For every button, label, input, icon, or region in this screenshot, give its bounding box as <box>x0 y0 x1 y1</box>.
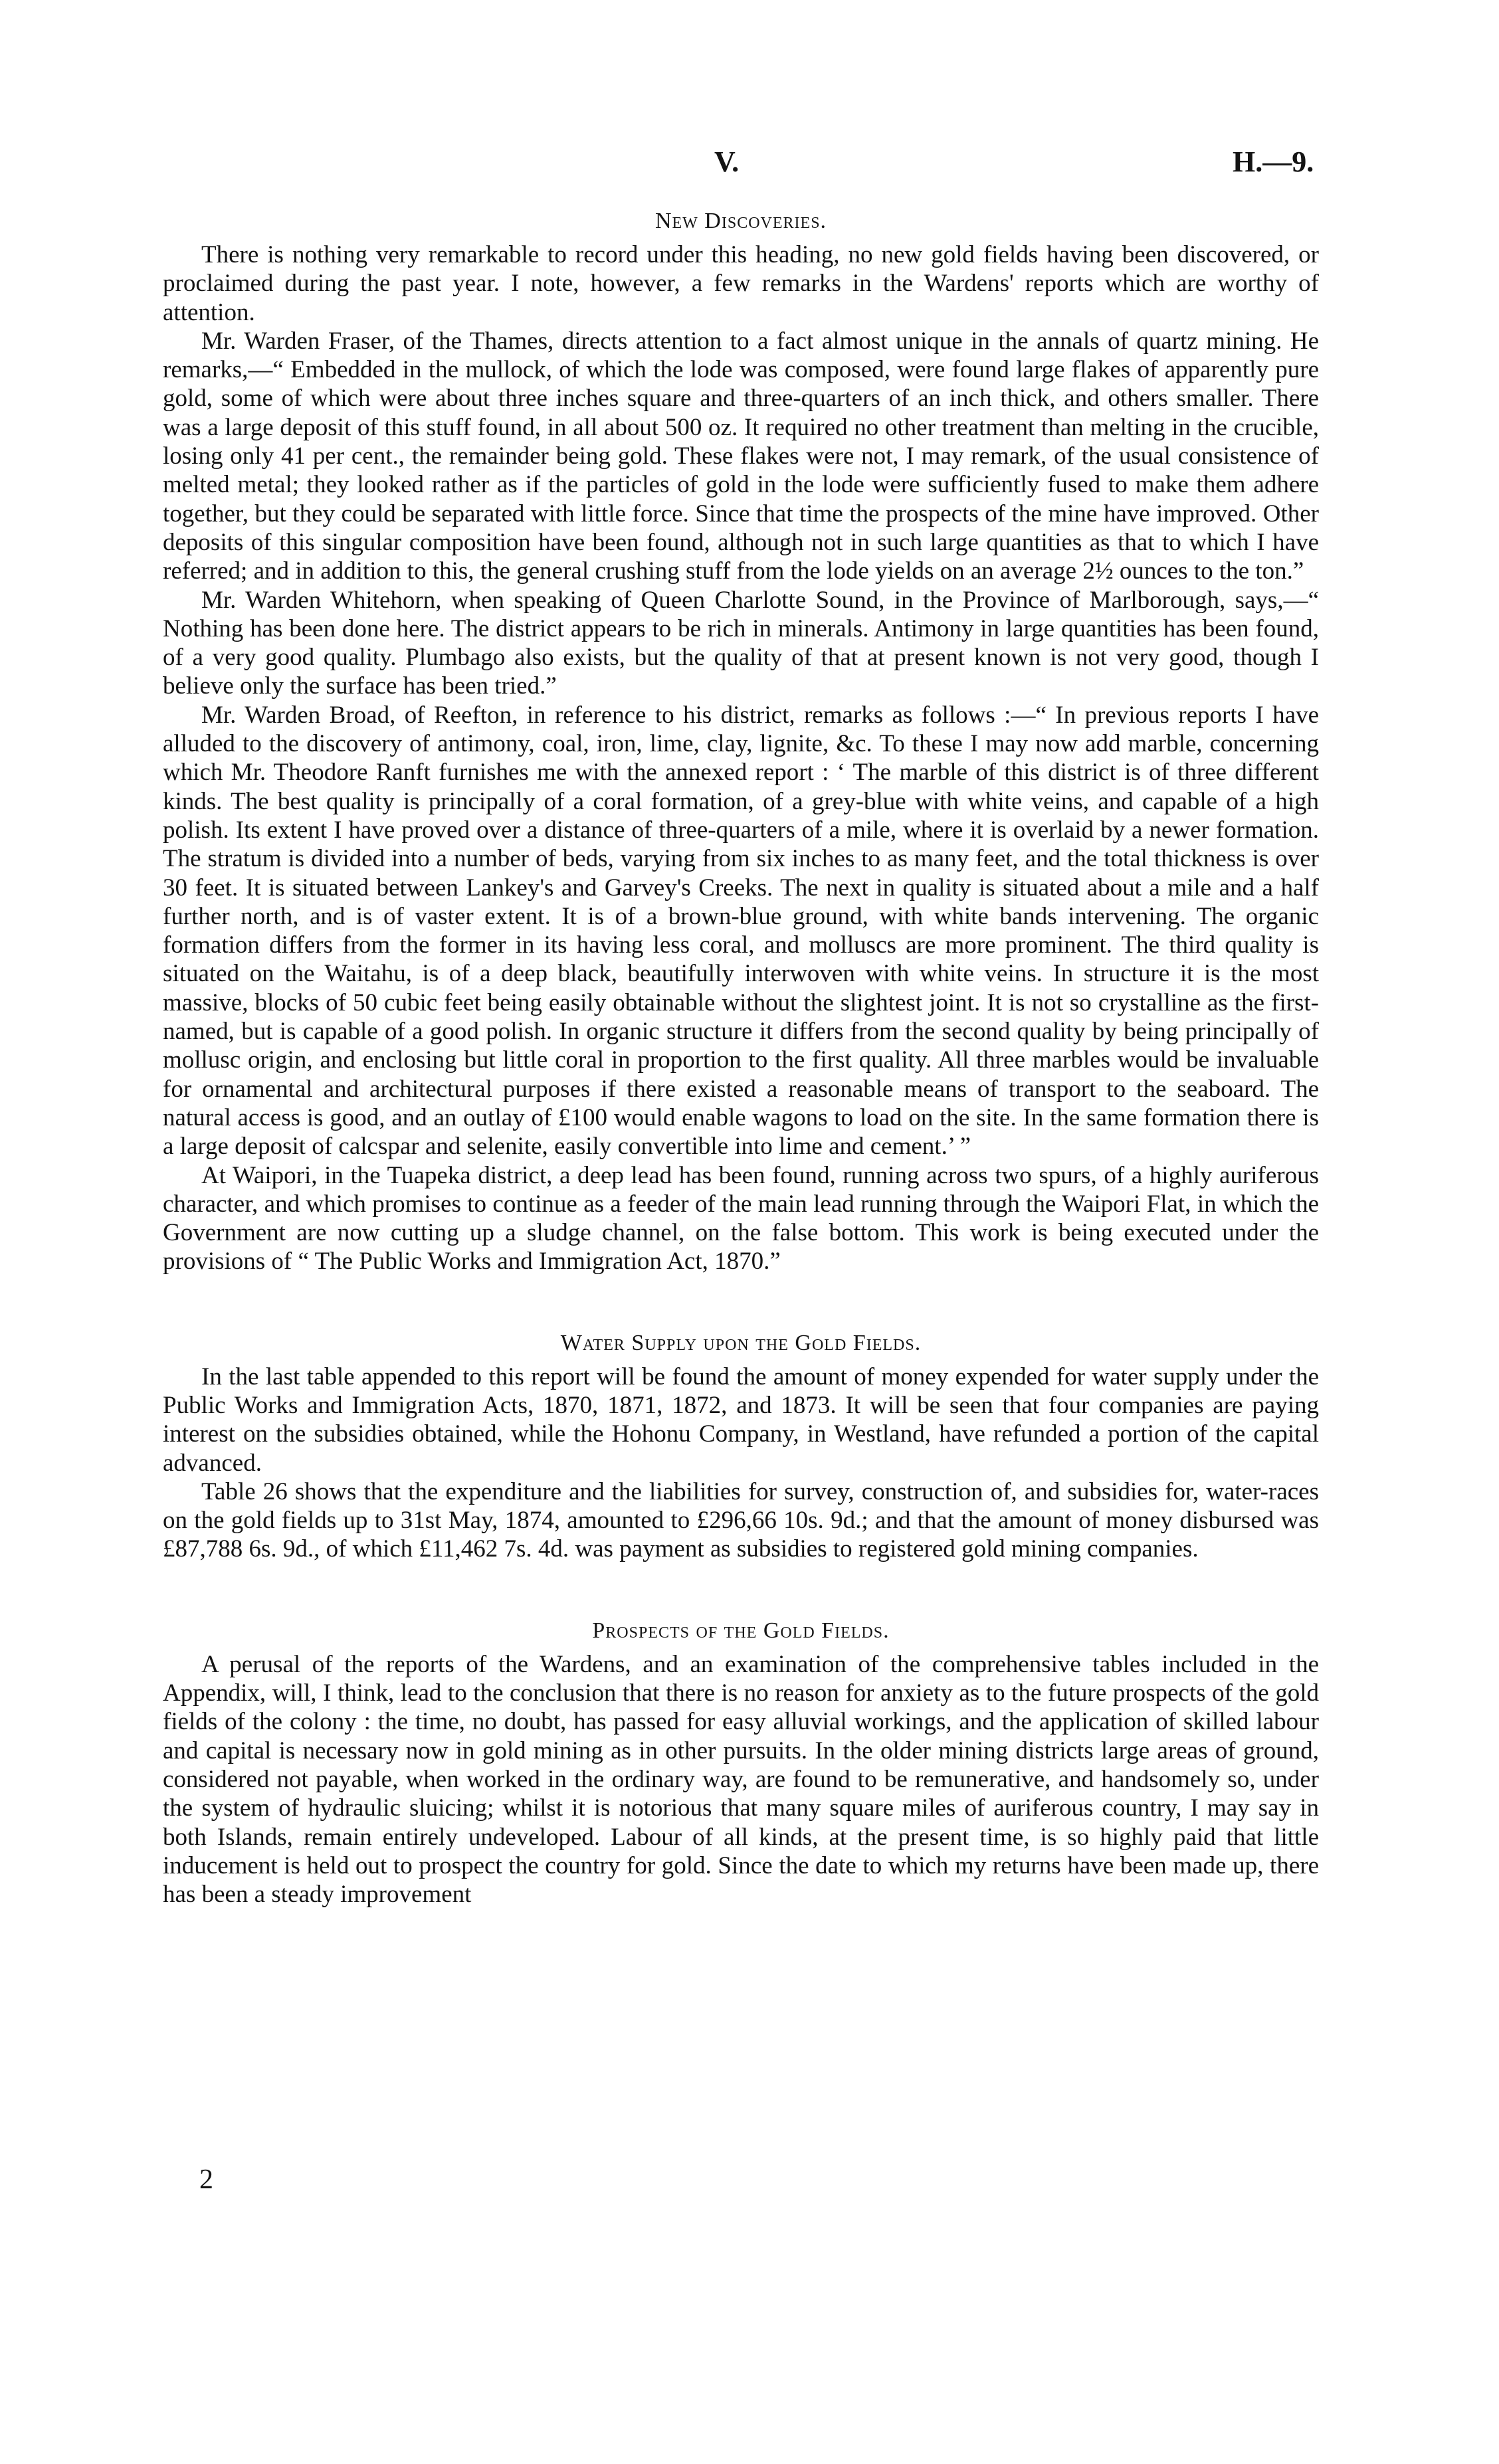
section-title: Water Supply upon the Gold Fields. <box>560 1330 922 1355</box>
paragraph: At Waipori, in the Tuapeka district, a deep lead has been found, running across two spurs, of a highly auriferous character, and which promises to continue as a feeder of the main lead running through the Waipori Flat, in which the Government are now cutting up a sludge channel, on the false bottom. This work is being executed under the provisions of “ The Public Works and Immigration Act, 1870.” <box>163 1161 1319 1276</box>
section-new-discoveries <box>163 206 1319 1276</box>
paragraph: A perusal of the reports of the Wardens, and an examination of the comprehensive tables included in the Appendix, will, I think, lead to the conclusion that there is no reason for anxiety as to the future prospects of the gold fields of the colony : the time, no doubt, has passed for easy alluvial workings, and the application of skilled labour and capital is necessary now in gold mining as in other pursuits. In the older mining districts large areas of ground, considered not payable, when worked in the ordinary way, are found to be remunerative, and handsomely so, under the system of hydraulic sluicing; whilst it is notorious that many square miles of auriferous country, I may say in both Islands, remain entirely undeveloped. Labour of all kinds, at the present time, is so highly paid that little inducement is held out to prospect the country for gold. Since the date to which my returns have been made up, there has been a steady improvement <box>163 1650 1319 1909</box>
section-title: New Discoveries. <box>654 209 827 233</box>
paragraph: Mr. Warden Whitehorn, when speaking of Queen Charlotte Sound, in the Province of Marlborough, says,—“ Nothing has been done here. The district appears to be rich in minerals. Antimony in large quantities has been found, of a very good quality. Plumbago also exists, but the quality of that at present known is not very good, though I believe only the surface has been tried.” <box>163 586 1319 700</box>
section-title: Prospects of the Gold Fields. <box>592 1618 890 1643</box>
paragraph: Table 26 shows that the expenditure and the liabilities for survey, construction of, and subsidies for, water-races on the gold fields up to 31st May, 1874, amounted to £296,66 10s. 9d.; and that the amount of money disbursed was £87,788 6s. 9d., of which £11,462 7s. 4d. was payment as subsidies to registered gold mining companies. <box>163 1477 1319 1563</box>
document-reference: H.—9. <box>1233 145 1314 178</box>
section-prospects <box>163 1616 1319 1909</box>
page-roman-numeral: V. <box>714 145 740 178</box>
paragraph: There is nothing very remarkable to record under this heading, no new gold fields having been discovered, or proclaimed during the past year. I note, however, a few remarks in the Wardens' reports which are worthy of attention. <box>163 241 1319 326</box>
page-number: 2 <box>199 2164 213 2195</box>
section-water-supply <box>163 1328 1319 1564</box>
paragraph: In the last table appended to this report will be found the amount of money expended for water supply under the Public Works and Immigration Acts, 1870, 1871, 1872, and 1873. It will be seen that four companies are paying interest on the subsidies obtained, while the Hohonu Company, in Westland, have refunded a portion of the capital advanced. <box>163 1363 1319 1477</box>
paragraph: Mr. Warden Broad, of Reefton, in reference to his district, remarks as follows :—“ In previous reports I have alluded to the discovery of antimony, coal, iron, lime, clay, lignite, &c. To these I may now add marble, concerning which Mr. Theodore Ranft furnishes me with the annexed report : ‘ The marble of this district is of three different kinds. The best quality is principally of a coral formation, of a grey-blue with white veins, and capable of a high polish. Its extent I have proved over a distance of three-quarters of a mile, where it is overlaid by a newer formation. The stratum is divided into a number of beds, varying from six inches to as many feet, and the total thickness is over 30 feet. It is situated between Lankey's and Garvey's Creeks. The next in quality is situated about a mile and a half further north, and is of vaster extent. It is of a brown-blue ground, with white bands intervening. The organic formation differs from the former in its having less coral, and molluscs are more prominent. The third quality is situated on the Waitahu, is of a deep black, beautifully interwoven with white veins. In structure it is the most massive, blocks of 50 cubic feet being easily obtainable without the slightest joint. It is not so crystalline as the first-named, but is capable of a good polish. In organic structure it differs from the second quality by being principally of mollusc origin, and enclosing but little coral in proportion to the first quality. All three marbles would be invaluable for ornamental and architectural purposes if there existed a reasonable means of transport to the seaboard. The natural access is good, and an outlay of £100 would enable wagons to load on the site. In the same formation there is a large deposit of calcspar and selenite, easily convertible into lime and cement.’ ” <box>163 701 1319 1161</box>
page-body <box>163 146 1319 1909</box>
paragraph: Mr. Warden Fraser, of the Thames, directs attention to a fact almost unique in the annals of quartz mining. He remarks,—“ Embedded in the mullock, of which the lode was composed, were found large flakes of apparently pure gold, some of which were about three inches square and three-quarters of an inch thick, and others smaller. There was a large deposit of this stuff found, in all about 500 oz. It required no other treatment than melting in the crucible, losing only 41 per cent., the remainder being gold. These flakes were not, I may remark, of the usual consistence of melted metal; they looked rather as if the particles of gold in the lode were sufficiently fused to make them adhere together, but they could be separated with little force. Since that time the prospects of the mine have improved. Other deposits of this singular composition have been found, although not in such large quantities as that to which I have referred; and in addition to this, the general crushing stuff from the lode yields on an average 2½ ounces to the ton.” <box>163 327 1319 585</box>
